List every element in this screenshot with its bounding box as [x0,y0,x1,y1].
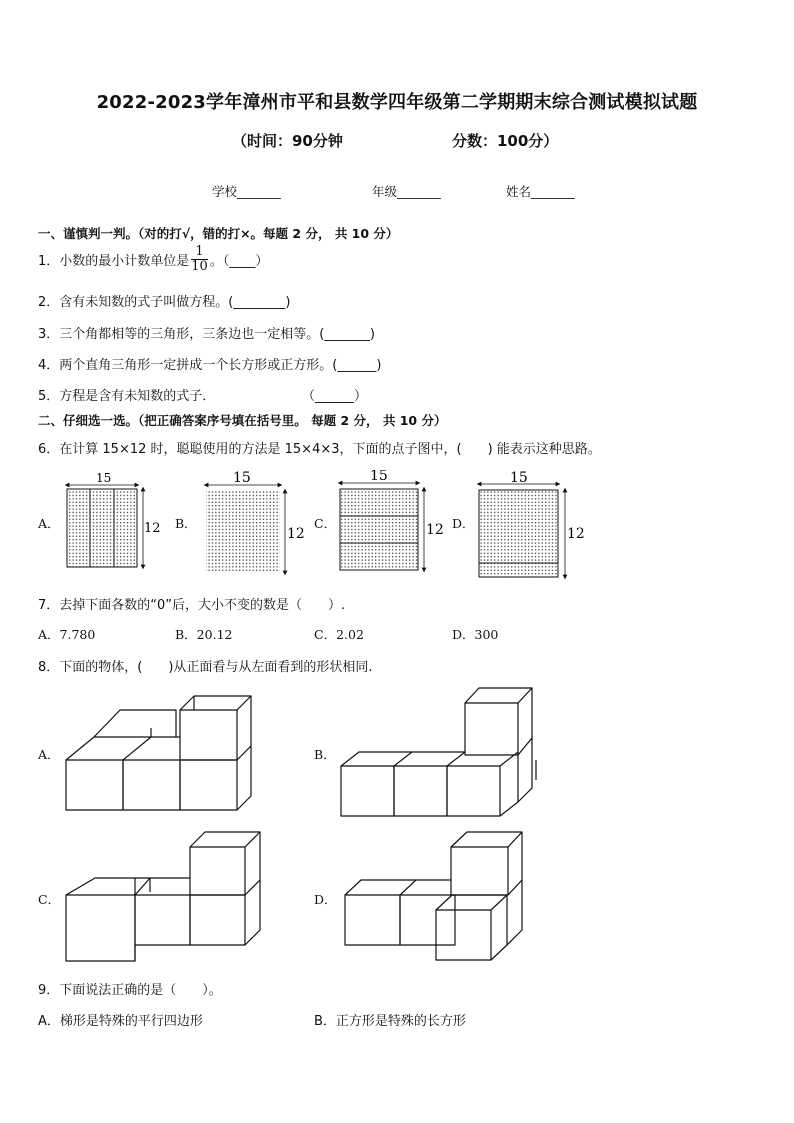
question-2: 2．含有未知数的式子叫做方程。(________) [38,295,291,310]
dot-grid-c [340,470,444,570]
exam-title: 2022-2023学年漳州市平和县数学四年级第二学期期末综合测试模拟试题 [96,92,698,113]
school-field: 学校_______ [212,184,281,199]
question-6: 6．在计算 15×12 时，聪聪使用的方法是 15×4×3，下面的点子图中，( ) 能表示这种思路。 [38,442,601,457]
grade-field: 年级_______ [372,184,441,199]
question-1 [38,245,268,274]
question-1-blank: 。（____） [209,254,269,269]
q9-option-a: A．梯形是特殊的平行四边形 [38,1014,203,1029]
q7-option-d: D．300 [452,627,499,642]
cube-figure-c [66,832,260,961]
height-label: 12 [287,526,305,542]
section-1-heading: 一、谨慎判一判。（对的打√，错的打×。每题 2 分， 共 10 分） [38,226,399,241]
question-9: 9．下面说法正确的是（ ）。 [38,983,222,998]
q9-option-b: B．正方形是特殊的长方形 [314,1014,466,1029]
fraction-numerator: 1 [191,245,208,260]
fraction [191,245,208,274]
question-8: 8．下面的物体，( )从正面看与从左面看到的形状相同. [38,660,373,675]
q8-option-d: D． [314,892,337,907]
q6-option-c: C． [314,516,337,531]
question-3: 3．三个角都相等的三角形，三条边也一定相等。(_______) [38,327,375,342]
cube-figure-a [66,696,251,810]
q8-option-c: C． [38,892,61,907]
q7-option-a: A．7.780 [38,627,96,642]
fraction-denominator: 10 [191,259,208,274]
question-5-blank: （______） [302,389,368,404]
q8-cube-figures [0,680,794,970]
section-2-heading: 二、仔细选一选。（把正确答案序号填在括号里。 每题 2 分， 共 10 分） [38,413,447,428]
height-label: 12 [567,526,585,542]
question-4: 4．两个直角三角形一定拼成一个长方形或正方形。(______) [38,358,382,373]
q6-option-b: B． [175,516,197,531]
width-label: 15 [510,470,528,486]
cube-figure-d [345,832,522,960]
name-field: 姓名_______ [506,184,575,199]
question-5: 5．方程是含有未知数的式子． [38,389,216,404]
height-label: 12 [144,521,161,536]
width-label: 15 [370,470,388,484]
q6-option-d: D． [452,516,475,531]
exam-time: （时间：90分钟 [232,132,343,150]
width-label: 15 [233,470,251,486]
cube-figure-b [341,688,536,816]
q7-option-c: C．2.02 [314,627,364,642]
dot-grid-d [479,470,585,577]
q8-option-b: B． [314,747,336,762]
q7-option-b: B．20.12 [175,627,233,642]
question-1-text: 1．小数的最小计数单位是 [38,254,190,269]
dot-grid-a [67,471,161,567]
question-7: 7．去掉下面各数的“0”后，大小不变的数是（ ）. [38,598,346,613]
exam-score: 分数：100分） [452,132,559,150]
q8-option-a: A． [38,747,60,762]
q6-dot-diagrams [0,470,794,585]
width-label: 15 [96,471,112,485]
q6-option-a: A． [38,516,60,531]
height-label: 12 [426,522,444,538]
dot-grid-b [206,470,305,573]
